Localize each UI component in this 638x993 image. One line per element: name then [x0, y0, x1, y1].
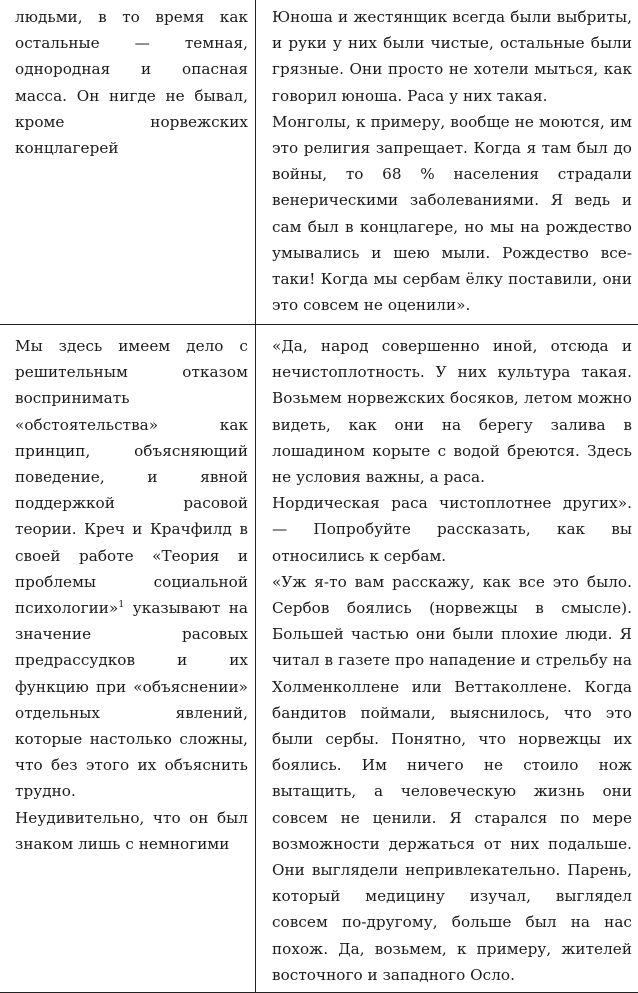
table-row [0, 325, 638, 993]
paragraph-text: указывают на значение расовых предрассудков и их функцию при «объяснении» отдельных явлений, которые настолько сложны, что без этого их объяснить трудно. [15, 599, 248, 800]
paragraph: Неудивительно, что он был знаком лишь с немногими [15, 805, 248, 857]
left-column-cell [0, 0, 256, 325]
table-row [0, 0, 638, 325]
paragraph: «Да, народ совершенно иной, отсюда и нечистоплотность. У них культура такая. Возьмем норвежских босяков, летом можно видеть, как они на берегу залива в лошадином корыте с водой бреются. Здесь не условия важны, а раса. [272, 333, 632, 490]
paragraph: людьми, в то время как остальные — темная, однородная и опасная масса. Он нигде не бывал, кроме норвежских концлагерей [15, 4, 248, 161]
paragraph: Монголы, к примеру, вообще не моются, им это религия запрещает. Когда я там был до войны, то 68 % населения страдали венерическими заболеваниями. Я ведь и сам был в концлагере, но мы на рождество умывались и шею мыли. Рождество все-таки! Когда мы сербам ёлку поставили, они это совсем не оценили». [272, 109, 632, 319]
paragraph: Юноша и жестянщик всегда были выбриты, и руки у них были чистые, остальные были грязные. Они просто не хотели мыться, как говорил юноша. Раса у них такая. [272, 4, 632, 109]
paragraph-with-footnote [15, 333, 248, 805]
left-column-cell [0, 325, 256, 993]
right-column-cell [256, 0, 638, 325]
paragraph: «Уж я-то вам расскажу, как все это было. Сербов боялись (норвежцы в смысле). Большей частью они были плохие люди. Я читал в газете про нападение и стрельбу на Холменколлене или Веттаколлене. Когда бандитов поймали, выяснилось, что это были сербы. Понятно, что норвежцы их боялись. Им ничего не стоило нож вытащить, а человеческую жизнь они совсем не ценили. Я старался по мере возможности держаться от них подальше. Они выглядели непривлекательно. Парень, который медицину изучал, выглядел совсем по-другому, больше был на нас похож. Да, возьмем, к примеру, жителей восточного и западного Осло. [272, 569, 632, 988]
paragraph-text: Мы здесь имеем дело с решительным отказом воспринимать «обстоятельства» как принцип, объясняющий поведение, и явной поддержкой расовой теории. Креч и Крачфилд в своей работе «Теория и проблемы социальной психологии» [15, 337, 248, 617]
footnote-marker: 1 [118, 599, 124, 610]
paragraph: Нордическая раса чистоплотнее других». — Попробуйте рассказать, как вы относились к сербам. [272, 490, 632, 569]
right-column-cell [256, 325, 638, 993]
